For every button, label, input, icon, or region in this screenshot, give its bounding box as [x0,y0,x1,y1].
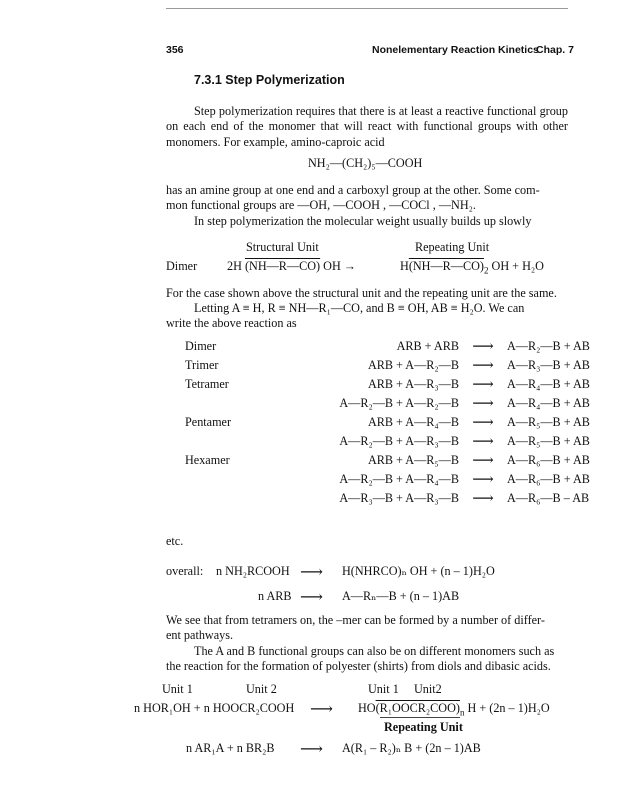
poly-repeating-unit-label: Repeating Unit [384,720,463,734]
overall-eq1-rhs: H(NHRCO)ₙ OH + (n – 1)H₂O [342,564,495,578]
dimer-row-label: Dimer [166,259,198,273]
poly-rhs-head: HO [358,701,376,715]
reaction-lhs: A—R₂—B + A—R₂—B [339,396,459,410]
poly-rhs-tail: H + (2n – 1)H₂O [467,701,550,715]
poly-unit2b-label: Unit2 [414,682,442,696]
chapter-label: Chap. 7 [536,44,574,56]
reaction-rhs: A—R₅—B + AB [507,434,590,448]
reaction-arrow: ⟶ [472,377,494,393]
reaction-label [185,394,307,413]
reaction-arrow: ⟶ [472,415,494,431]
reaction-label: Trimer [185,358,219,372]
dimer-left-tail: OH → [323,259,356,273]
paragraph-polyester-line2: the reaction for the formation of polyester (shirts) from diols and dibasic acids. [166,659,551,673]
poly-generic-lhs: n AR₁A + n BR₂B [186,741,275,755]
reaction-row [185,375,627,394]
overall-eq1-lhs: n NH₂RCOOH [216,564,290,578]
overall-eq1-arrow: ⟶ [300,564,323,581]
poly-unit1b-label: Unit 1 [368,682,399,696]
reaction-row [185,451,627,470]
paragraph-pathways-line2: ent pathways. [166,628,234,642]
reaction-arrow: ⟶ [472,358,494,374]
reaction-rhs: A—R₆—B + AB [507,472,590,486]
paragraph-functional-line2: mon functional groups are —OH, —COOH , —COCl , —NH₂. [166,198,476,212]
poly-rhs-unit: (R₁OOCR₂COO) [375,701,460,715]
reaction-lhs: A—R₂—B + A—R₄—B [339,472,459,486]
reaction-arrow: ⟶ [472,472,494,488]
reaction-arrow: ⟶ [472,339,494,355]
reaction-rhs: A—R₄—B + AB [507,377,590,391]
dimer-equation [227,259,356,274]
reaction-arrow: ⟶ [472,453,494,469]
dimer-right-unit: (NH—R—CO) [408,259,484,273]
paragraph-functional-line1: has an amine group at one end and a carboxyl group at the other. Some com- [166,183,540,197]
repeating-unit-rule [380,717,460,718]
reaction-label [185,489,307,508]
reaction-lhs: ARB + ARB [396,339,459,353]
reaction-arrow: ⟶ [472,396,494,412]
reaction-row [185,337,627,356]
reaction-rhs: A—R₅—B + AB [507,415,590,429]
dimer-left-unit: (NH—R—CO) [244,259,321,273]
reaction-label: Tetramer [185,377,229,391]
reaction-lhs: ARB + A—R₄—B [367,415,459,429]
reaction-row [185,489,627,508]
poly-generic-arrow: ⟶ [300,741,323,758]
reaction-rhs: A—R₆—B + AB [507,453,590,467]
poly-rhs [358,701,550,717]
repeating-unit-label: Repeating Unit [415,240,490,254]
etc-label: etc. [166,534,184,548]
paragraph-case-line3: write the above reaction as [166,316,297,330]
reaction-lhs: ARB + A—R₅—B [367,453,459,467]
reaction-list [185,337,627,508]
reaction-lhs: A—R₃—B + A—R₃—B [339,491,459,505]
reaction-label [185,432,307,451]
paragraph-intro [166,104,568,150]
reaction-rhs: A—R₆—B – AB [507,491,590,505]
reaction-row [185,470,627,489]
top-rule [166,8,568,9]
reaction-arrow: ⟶ [472,434,494,450]
dimer-right-tail: OH + H₂O [491,259,544,273]
running-title: Nonelementary Reaction Kinetics [372,44,539,56]
formula-caproic-acid: NH₂—(CH₂)₅—COOH [308,156,423,170]
reaction-rhs: A—R₄—B + AB [507,396,590,410]
reaction-label [185,470,307,489]
paragraph-molecular-weight: In step polymerization the molecular weight usually builds up slowly [194,214,532,228]
overall-eq2-lhs: n ARB [258,589,292,603]
paragraph-intro-text: Step polymerization requires that there is at least a reactive functional group on each end of the monomer that will react with functional groups with other monomers. For example, amino-caproic acid [166,104,568,149]
poly-generic-rhs: A(R₁ – R₂)ₙ B + (2n – 1)AB [342,741,481,755]
reaction-lhs: ARB + A—R₃—B [367,377,459,391]
dimer-left-coef: 2H [227,259,242,273]
paragraph-polyester-line1: The A and B functional groups can also be on different monomers such as [194,644,555,658]
section-title: 7.3.1 Step Polymerization [194,73,345,87]
reaction-row [185,356,627,375]
paragraph-case-line2: Letting A ≡ H, R ≡ NH—R₁—CO, and B ≡ OH, AB ≡ H₂O. We can [194,301,525,315]
structural-unit-label: Structural Unit [246,240,319,254]
dimer-right-sub: 2 [483,265,489,276]
reaction-row [185,394,627,413]
overall-eq2-arrow: ⟶ [300,589,323,606]
reaction-lhs: A—R₂—B + A—R₃—B [339,434,459,448]
reaction-label: Dimer [185,339,217,353]
overall-label: overall: [166,564,204,578]
reaction-rhs: A—R₂—B + AB [507,339,590,353]
reaction-label: Hexamer [185,453,230,467]
reaction-arrow: ⟶ [472,491,494,507]
paragraph-pathways-line1: We see that from tetramers on, the –mer can be formed by a number of differ- [166,613,545,627]
page-number: 356 [166,44,184,56]
overall-eq2-rhs: A—Rₙ—B + (n – 1)AB [342,589,460,603]
reaction-label: Pentamer [185,415,232,429]
reaction-rhs: A—R₃—B + AB [507,358,590,372]
dimer-right-head: H [400,259,409,273]
poly-rhs-sub: n [459,707,465,718]
poly-unit2-label: Unit 2 [246,682,277,696]
poly-unit1-label: Unit 1 [162,682,193,696]
poly-arrow: ⟶ [310,701,333,718]
reaction-row [185,413,627,432]
dimer-product [400,259,544,275]
reaction-row [185,432,627,451]
paragraph-case-line1: For the case shown above the structural unit and the repeating unit are the same. [166,286,557,300]
reaction-table [185,337,627,508]
poly-lhs: n HOR₁OH + n HOOCR₂COOH [134,701,295,715]
reaction-lhs: ARB + A—R₂—B [367,358,459,372]
